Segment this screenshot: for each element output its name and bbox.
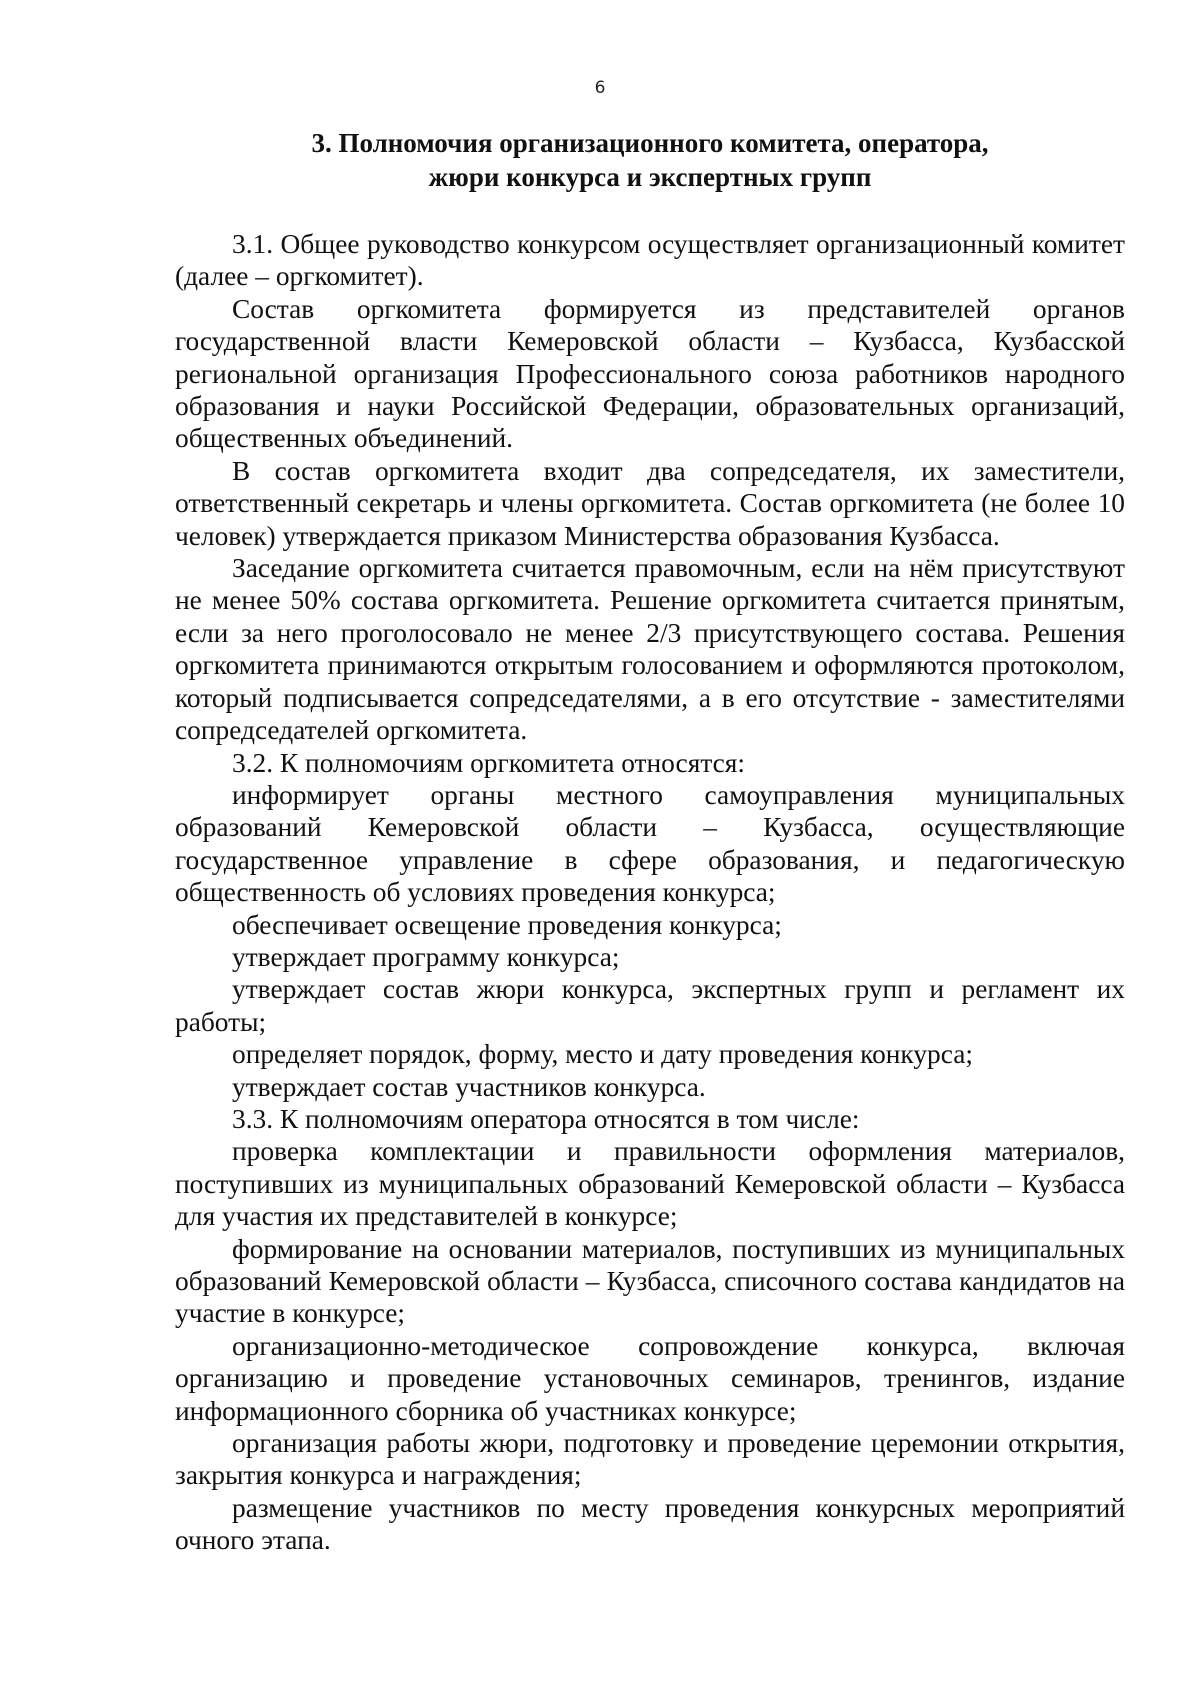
paragraph: утверждает состав участников конкурса. xyxy=(232,1071,706,1102)
paragraph: утверждает состав жюри конкурса, экспертных групп и регламент их работы; xyxy=(175,974,1125,1037)
paragraph: Заседание оргкомитета считается правомочным, если на нём присутствуют не менее 50% состава оргкомитета. Решение оргкомитета считается принятым, если за него проголосовало не менее 2/3 присутствующего состава. Решения оргкомитета принимаются открытым голосованием и оформляются протоколом, который подписывается сопредседателями, а в его отсутствие - заместителями сопредседателей оргкомитета. xyxy=(175,553,1125,746)
paragraph: 3.2. К полномочиям оргкомитета относятся: xyxy=(232,747,745,778)
paragraph: информирует органы местного самоуправления муниципальных образований Кемеровской области – Кузбасса, осуществляющие государственное управление в сфере образования, и педагогическую общественность об условиях проведения конкурса; xyxy=(175,779,1125,908)
paragraph: 3.1. Общее руководство конкурсом осуществляет организационный комитет (далее – оргкомитет). xyxy=(175,229,1125,292)
paragraph: организационно-методическое сопровождение конкурса, включая организацию и проведение установочных семинаров, тренингов, издание информационного сборника об участниках конкурсе; xyxy=(175,1330,1125,1426)
paragraph: 3.3. К полномочиям оператора относятся в том числе: xyxy=(232,1103,860,1134)
paragraph: обеспечивает освещение проведения конкурса; xyxy=(232,909,782,940)
page-number: 6 xyxy=(594,78,606,98)
paragraph: размещение участников по месту проведения конкурсных мероприятий очного этапа. xyxy=(175,1492,1125,1556)
section-heading-line: жюри конкурса и экспертных групп xyxy=(428,162,872,192)
paragraph: В состав оргкомитета входит два сопредседателя, их заместители, ответственный секретарь и члены оргкомитета. Состав оргкомитета (не более 10 человек) утверждается приказом Министерства образования Кузбасса. xyxy=(175,455,1125,551)
paragraph: проверка комплектации и правильности оформления материалов, поступивших из муниципальных образований Кемеровской области – Кузбасса для участия их представителей в конкурсе; xyxy=(175,1136,1125,1232)
section-heading xyxy=(175,126,1125,194)
paragraph: определяет порядок, форму, место и дату проведения конкурса; xyxy=(232,1039,974,1070)
paragraph: Состав оргкомитета формируется из представителей органов государственной власти Кемеровской области – Кузбасса, Кузбасской региональной организация Профессионального союза работников народного образования и науки Российской Федерации, образовательных организаций, общественных объединений. xyxy=(175,293,1125,454)
paragraph: организация работы жюри, подготовку и проведение церемонии открытия, закрытия конкурса и награждения; xyxy=(175,1428,1125,1491)
document-body xyxy=(175,228,1125,1557)
paragraph: формирование на основании материалов, поступивших из муниципальных образований Кемеровской области – Кузбасса, списочного состава кандидатов на участие в конкурсе; xyxy=(175,1233,1125,1329)
section-heading-line: 3. Полномочия организационного комитета, оператора, xyxy=(311,128,989,158)
paragraph: утверждает программу конкурса; xyxy=(232,941,620,972)
